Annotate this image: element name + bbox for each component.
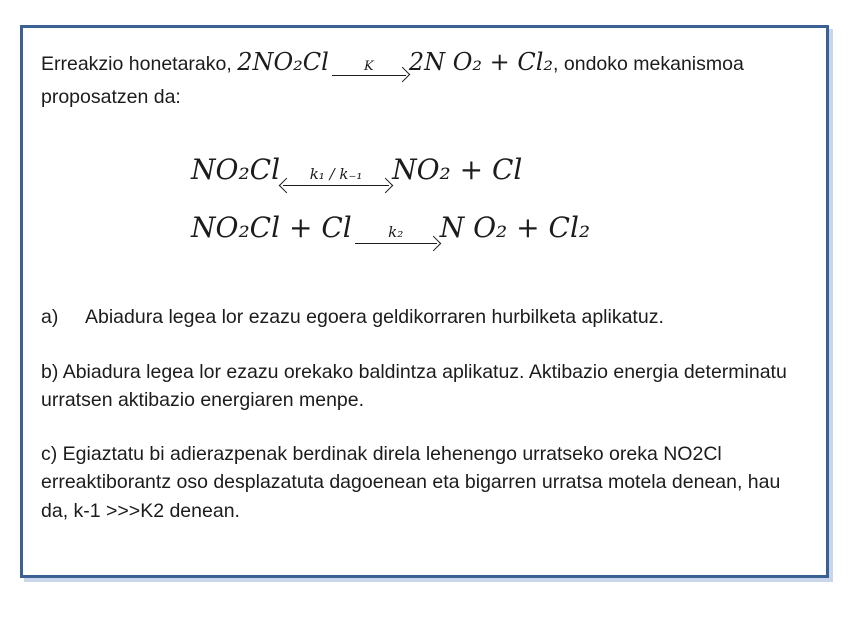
mechanism-step-1 <box>191 154 806 195</box>
question-b-marker: b) <box>41 360 59 383</box>
forward-arrow <box>352 225 440 253</box>
intro-text-after: , ondoko mekanismoa <box>553 53 744 75</box>
step2-rate-constant-label: k₂ <box>388 223 404 242</box>
intro-formula-left: 2NO₂Cl <box>237 48 329 76</box>
question-a-marker: a) <box>41 306 59 329</box>
question-c-text: Egiaztatu bi adierazpenak berdinak direla lehenengo urratseko oreka NO2Cl erreaktiborantz oso desplazatuta dagoenean eta bigarren urratsa motela denean, hau da, k-1 >>>K2 denean. <box>41 443 781 522</box>
question-c <box>41 440 806 525</box>
step1-products: NO₂ + Cl <box>392 153 523 187</box>
step2-reactants: NO₂Cl + Cl <box>191 211 352 245</box>
step1-reactant: NO₂Cl <box>191 153 281 187</box>
overall-rate-constant-label: K <box>363 59 374 74</box>
question-a-text: Abiadura legea lor ezazu egoera geldikorraren hurbilketa aplikatuz. <box>85 306 664 329</box>
overall-reaction-arrow <box>329 60 409 83</box>
step1-rate-constants-label: k₁ / k₋₁ <box>309 165 363 184</box>
slide-box <box>20 25 829 578</box>
question-b-text: Abiadura legea lor ezazu orekako baldintza aplikatuz. Aktibazio energia determinatu urratsen aktibazio energiaren menpe. <box>41 360 787 411</box>
right-arrow-shaft <box>355 243 437 244</box>
intro-line2: proposatzen da: <box>41 86 181 108</box>
double-arrow-shaft <box>283 185 389 186</box>
question-c-marker: c) <box>41 443 58 466</box>
question-a <box>41 303 806 331</box>
step2-products: N O₂ + Cl₂ <box>439 211 591 245</box>
question-b <box>41 358 806 415</box>
intro-text-before: Erreakzio honetarako, <box>41 53 238 75</box>
intro-formula-right: 2N O₂ + Cl₂ <box>408 48 554 76</box>
mechanism-equations <box>191 154 806 253</box>
mechanism-step-2 <box>191 212 806 253</box>
right-arrow-shaft <box>332 75 406 76</box>
intro-paragraph <box>41 44 806 112</box>
question-list <box>41 303 806 525</box>
equilibrium-arrow <box>280 167 392 195</box>
